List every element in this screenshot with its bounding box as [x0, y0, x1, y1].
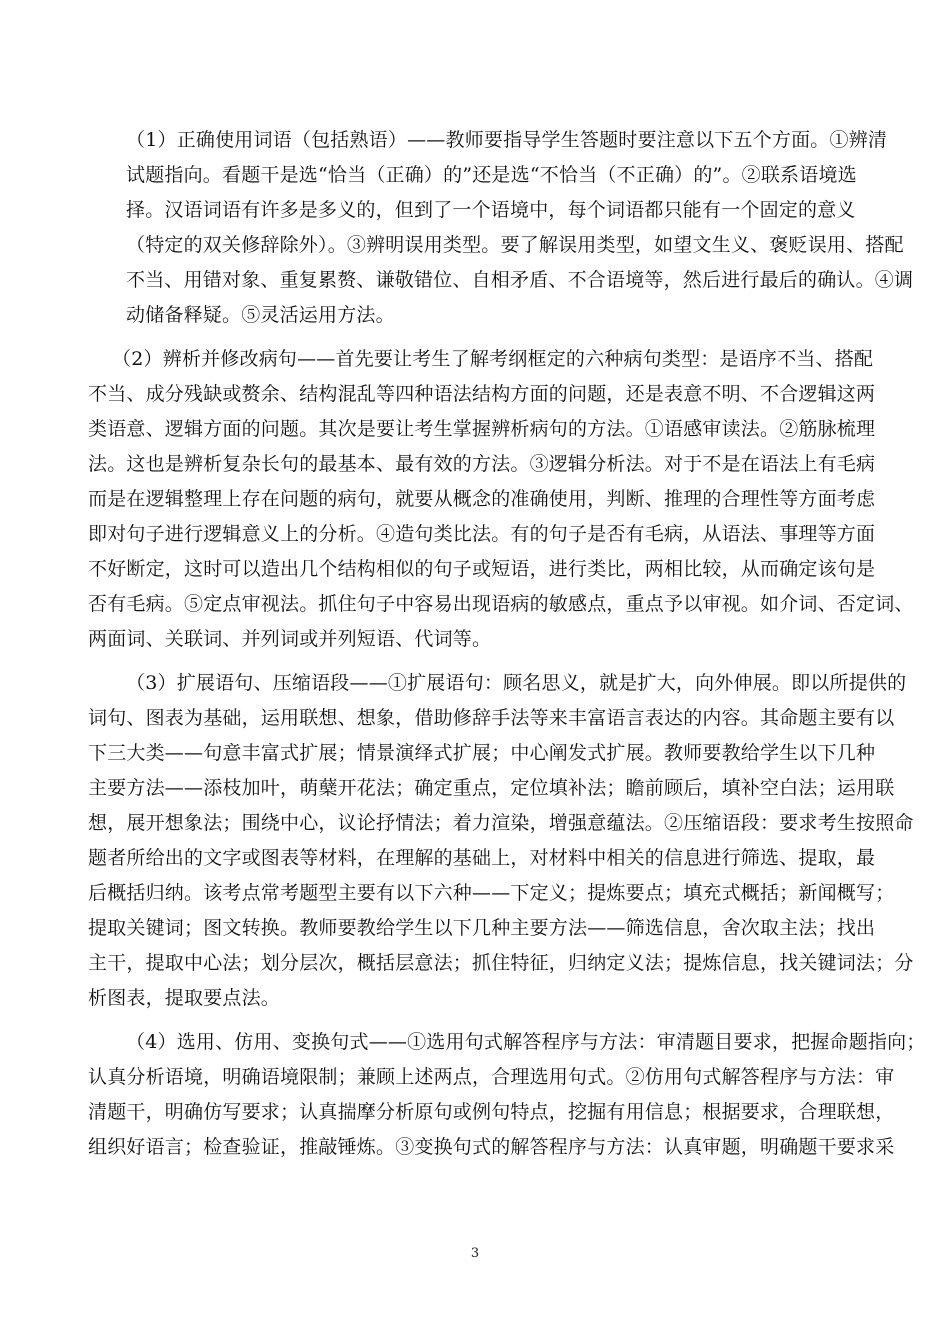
text-line: 择。汉语词语有许多是多义的，但到了一个语境中，每个词语都只能有一个固定的意义	[126, 199, 856, 221]
text-line: 想，展开想象法；围绕中心，议论抒情法；着力渲染，增强意蕴法。②压缩语段：要求考生按照命	[88, 812, 914, 834]
text-line: （2）辨析并修改病句——首先要让考生了解考纲框定的六种病句类型：是语序不当、搭配	[112, 348, 874, 370]
text-line: 不当、用错对象、重复累赘、谦敬错位、自相矛盾、不合语境等，然后进行最后的确认。④调	[126, 269, 914, 291]
text-line: 否有毛病。⑤定点审视法。抓住句子中容易出现语病的敏感点，重点予以审视。如介词、否定词、	[88, 593, 914, 615]
text-line: 类语意、逻辑方面的问题。其次是要让考生掌握辨析病句的方法。①语感审读法。②筋脉梳理	[88, 418, 876, 440]
text-line: 析图表，提取要点法。	[88, 987, 281, 1009]
text-line: 两面词、关联词、并列词或并列短语、代词等。	[88, 628, 492, 650]
text-line: 提取关键词；图文转换。教师要教给学生以下几种主要方法——筛选信息，舍次取主法；找出	[88, 917, 876, 939]
text-line: 不好断定，这时可以造出几个结构相似的句子或短语，进行类比，两相比较，从而确定该句是	[88, 558, 876, 580]
text-line: （4）选用、仿用、变换句式——①选用句式解答程序与方法：审清题目要求，把握命题指向；	[126, 1031, 926, 1053]
text-line: 认真分析语境，明确语境限制；兼顾上述两点，合理选用句式。②仿用句式解答程序与方法：审	[88, 1066, 895, 1088]
text-line: 后概括归纳。该考点常考题型主要有以下六种——下定义；提炼要点；填充式概括；新闻概写；	[88, 882, 895, 904]
text-line: 词句、图表为基础，运用联想、想象，借助修辞手法等来丰富语言表达的内容。其命题主要有以	[88, 707, 895, 729]
text-line: 清题干，明确仿写要求；认真揣摩分析原句或例句特点，挖掘有用信息；根据要求，合理联想，	[88, 1101, 895, 1123]
text-line: （3）扩展语句、压缩语段——①扩展语句：顾名思义，就是扩大，向外伸展。即以所提供的	[126, 672, 907, 694]
text-line: （1）正确使用词语（包括熟语）——教师要指导学生答题时要注意以下五个方面。①辨清	[126, 129, 888, 151]
text-line: 而是在逻辑整理上存在问题的病句，就要从概念的准确使用，判断、推理的合理性等方面考虑	[88, 488, 876, 510]
text-line: 主干，提取中心法；划分层次，概括层意法；抓住特征，归纳定义法；提炼信息，找关键词法；分	[88, 952, 914, 974]
text-line: 试题指向。看题干是选“恰当（正确）的”还是选“不恰当（不正确）的”。②联系语境选	[126, 164, 857, 186]
text-line: （特定的双关修辞除外）。③辨明误用类型。要了解误用类型，如望文生义、褒贬误用、搭配	[126, 234, 904, 256]
text-line: 动储备释疑。⑤灵活运用方法。	[126, 304, 395, 326]
text-line: 下三大类——句意丰富式扩展；情景演绎式扩展；中心阐发式扩展。教师要教给学生以下几种	[88, 742, 876, 764]
text-line: 不当、成分残缺或赘余、结构混乱等四种语法结构方面的问题，还是表意不明、不合逻辑这两	[88, 383, 876, 405]
text-line: 即对句子进行逻辑意义上的分析。④造句类比法。有的句子是否有毛病，从语法、事理等方面	[88, 523, 876, 545]
text-line: 题者所给出的文字或图表等材料，在理解的基础上，对材料中相关的信息进行筛选、提取，最	[88, 847, 876, 869]
text-line: 法。这也是辨析复杂长句的最基本、最有效的方法。③逻辑分析法。对于不是在语法上有毛病	[88, 453, 876, 475]
page-number: 3	[470, 1246, 480, 1261]
text-line: 组织好语言；检查验证，推敲锤炼。③变换句式的解答程序与方法：认真审题，明确题干要求采	[88, 1136, 895, 1158]
text-line: 主要方法——添枝加叶，萌蘖开花法；确定重点，定位填补法；瞻前顾后，填补空白法；运用联	[88, 777, 895, 799]
